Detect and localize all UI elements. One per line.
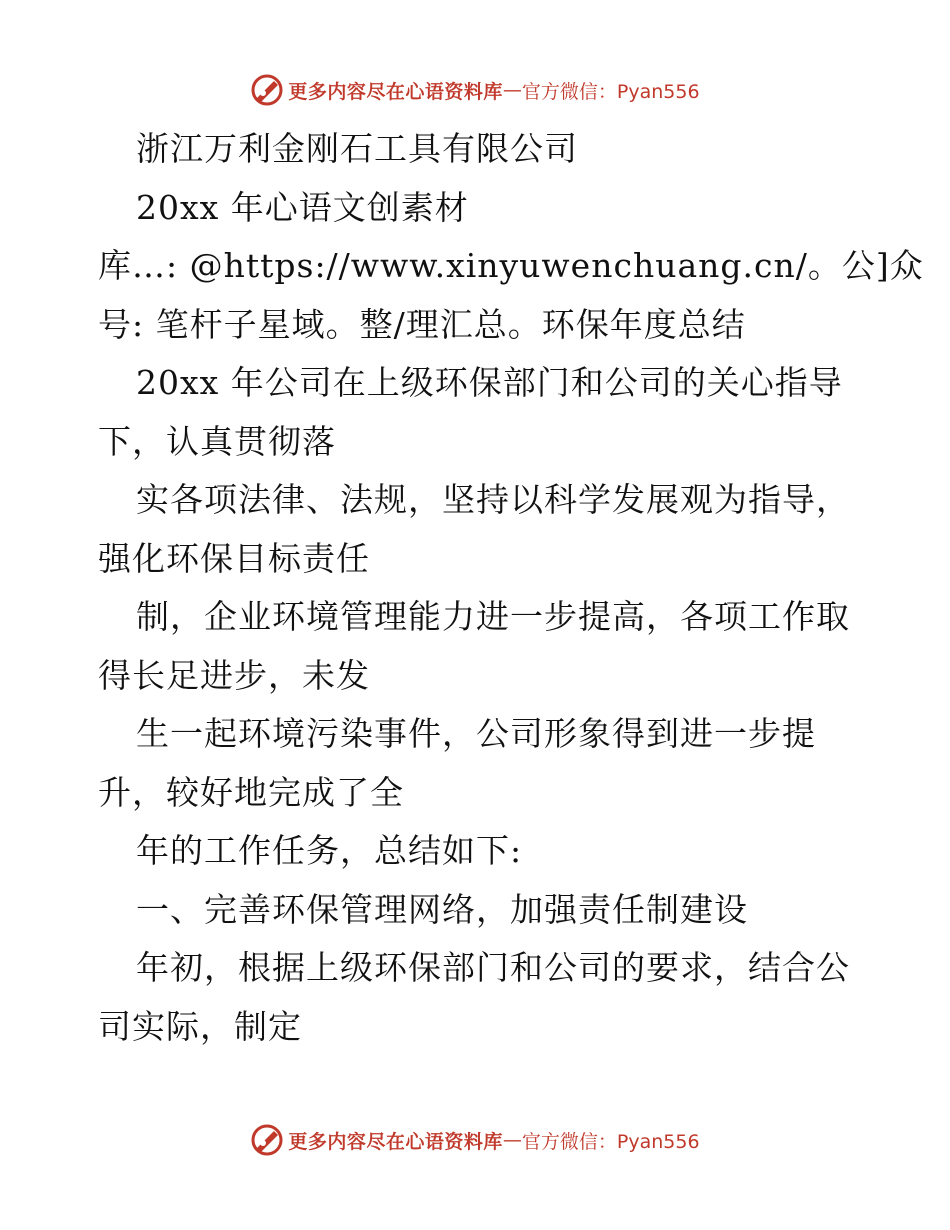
doc-line: 号: 笔杆子星域。整/理汇总。环保年度总结 [98, 304, 746, 344]
watermark-separator: — [502, 79, 522, 101]
doc-line: 一、完善环保管理网络，加强责任制建设 [136, 889, 748, 929]
doc-line: 得长足进步，未发 [98, 655, 370, 695]
doc-line: 下，认真贯彻落 [98, 421, 336, 461]
watermark-text: 更多内容尽在心语资料库 [288, 80, 503, 103]
doc-line: 司实际，制定 [98, 1006, 302, 1046]
doc-line: 生一起环境污染事件，公司形象得到进一步提 [136, 714, 816, 753]
doc-line: 升，较好地完成了全 [98, 772, 404, 812]
watermark-wechat: 官方微信：Pyan556 [521, 80, 700, 103]
doc-line: 年初，根据上级环保部门和公司的要求，结合公 [136, 948, 850, 987]
document-body [98, 120, 924, 1056]
watermark-wechat: 官方微信：Pyan556 [521, 1130, 700, 1153]
pen-logo-icon [250, 1123, 284, 1157]
watermark-separator: — [502, 1129, 522, 1151]
doc-line: 制，企业环境管理能力进一步提高，各项工作取 [136, 597, 850, 636]
pen-logo-icon [250, 73, 284, 107]
doc-line: 20xx 年心语文创素材 [136, 187, 469, 227]
doc-line: 强化环保目标责任 [98, 538, 370, 578]
doc-line: 20xx 年公司在上级环保部门和公司的关心指导 [136, 363, 843, 402]
footer-watermark [0, 1120, 950, 1160]
doc-line: 实各项法律、法规，坚持以科学发展观为指导， [136, 480, 850, 519]
header-watermark [0, 70, 950, 110]
doc-line: 库…: @https://www.xinyuwenchuang.cn/。公]众 [98, 246, 924, 285]
doc-line: 浙江万利金刚石工具有限公司 [136, 129, 578, 168]
watermark-text: 更多内容尽在心语资料库 [288, 1130, 503, 1153]
doc-line: 年的工作任务，总结如下: [136, 831, 523, 870]
